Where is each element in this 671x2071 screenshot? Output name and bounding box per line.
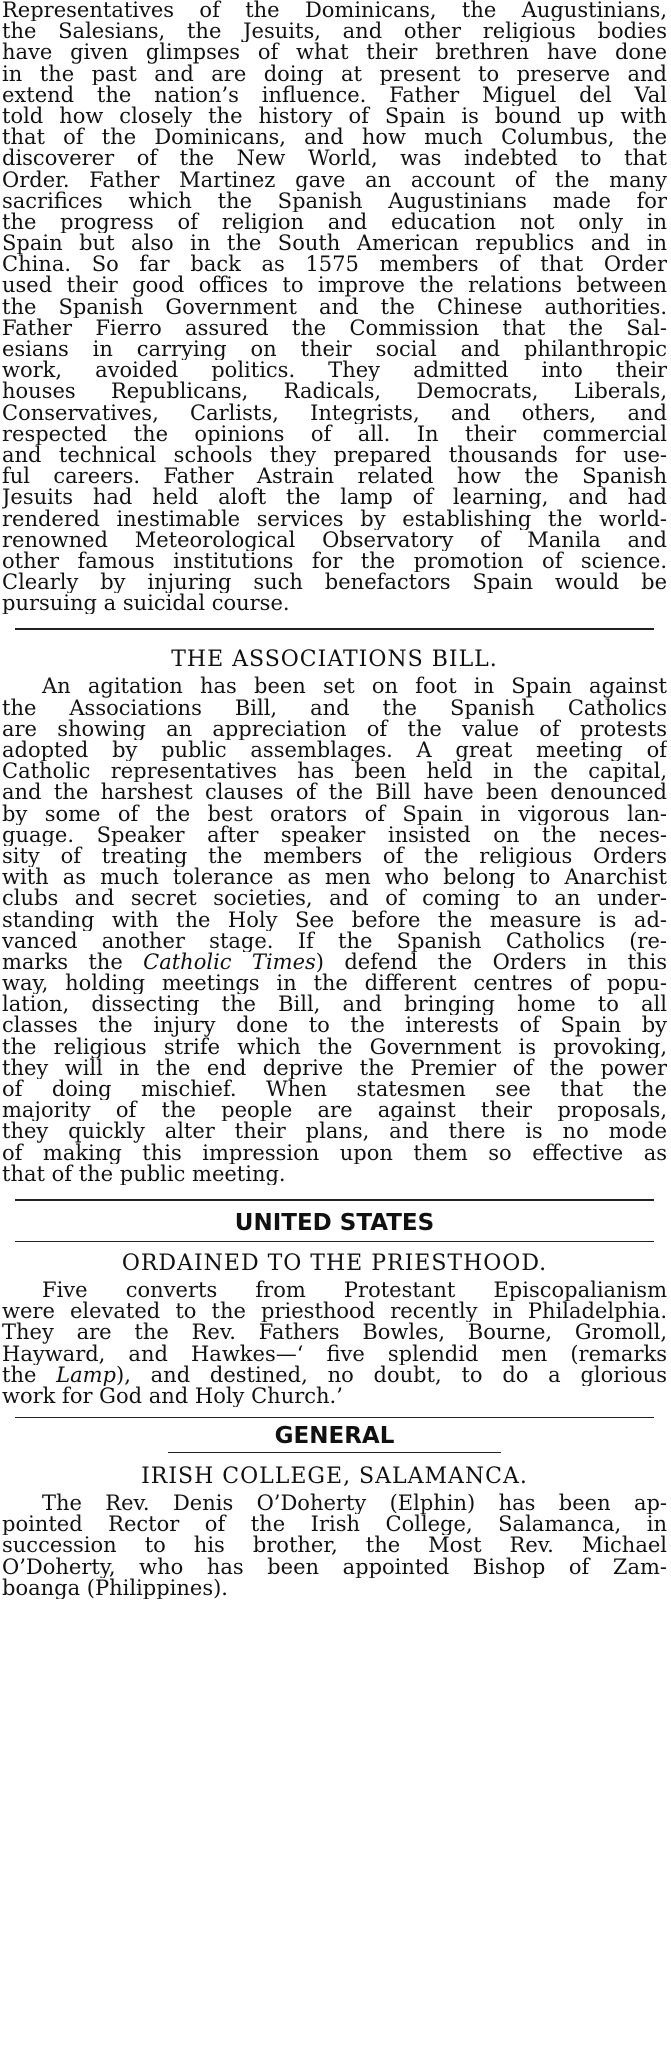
text-line: and the harshest clauses of the Bill have been denounced bbox=[2, 782, 667, 804]
text-line: other famous institutions for the promotion of science. bbox=[2, 550, 667, 573]
text-line: marks the Catholic Times) defend the Orders in this bbox=[2, 951, 667, 974]
text-line: sacrifices which the Spanish Augustinians made for bbox=[2, 190, 667, 212]
text-line: and technical schools they prepared thousands for use- bbox=[2, 444, 667, 467]
text-line: have given glimpses of what their brethren have done bbox=[2, 42, 667, 64]
text-line: by some of the best orators of Spain in vigorous lan- bbox=[2, 803, 667, 825]
text-line: the progress of religion and education not only in bbox=[2, 211, 667, 234]
text-line: China. So far back as 1575 members of that Order bbox=[2, 254, 667, 276]
text-line: majority of the people are against their proposals, bbox=[2, 1100, 667, 1122]
text-line: are showing an appreciation of the value of protests bbox=[2, 718, 667, 740]
text-line: Catholic representatives has been held in the capital, bbox=[2, 761, 667, 783]
text-line: houses Republicans, Radicals, Democrats, Liberals, bbox=[2, 381, 667, 403]
text-line: ful careers. Father Astrain related how the Spanish bbox=[2, 466, 667, 488]
text-line: that of the Dominicans, and how much Columbus, the bbox=[2, 127, 667, 149]
section-divider bbox=[15, 1417, 653, 1418]
text-line: vanced another stage. If the Spanish Catholics (re- bbox=[2, 930, 667, 952]
text-line: way, holding meetings in the different centres of popu- bbox=[2, 973, 667, 995]
text-line: pursuing a suicidal course. bbox=[2, 593, 290, 615]
section-divider bbox=[15, 628, 653, 630]
text-line: they quickly alter their plans, and there is no mode bbox=[2, 1121, 667, 1143]
irish-college-paragraph bbox=[2, 1493, 667, 1599]
general-section-title: GENERAL bbox=[274, 1423, 395, 1450]
section-divider bbox=[15, 1199, 653, 1201]
text-line: adopted by public assemblages. A great meeting of bbox=[2, 740, 667, 762]
text-line: rendered inestimable services by establishing the world- bbox=[2, 508, 667, 530]
text-line: renowned Meteorological Observatory of Manila and bbox=[2, 529, 667, 551]
text-line: Order. Father Martinez gave an account of the many bbox=[2, 169, 667, 191]
text-line: with as much tolerance as men who belong to Anarchist bbox=[2, 867, 667, 889]
united-states-section-title: UNITED STATES bbox=[234, 1209, 435, 1236]
intro-paragraph bbox=[2, 0, 667, 614]
text-line: Jesuits had held aloft the lamp of learning, and had bbox=[2, 487, 667, 509]
text-line: lation, dissecting the Bill, and bringing home to all bbox=[2, 994, 667, 1016]
text-line: classes the injury done to the interests of Spain by bbox=[2, 1015, 667, 1037]
text-line: Spain but also in the South American republics and in bbox=[2, 233, 667, 255]
text-line: O’Doherty, who has been appointed Bishop of Zam- bbox=[2, 1556, 667, 1578]
text-line: that of the public meeting. bbox=[2, 1163, 286, 1185]
text-line: standing with the Holy See before the measure is ad- bbox=[2, 909, 667, 931]
ordained-paragraph bbox=[2, 1280, 667, 1407]
text-line: extend the nation’s influence. Father Miguel del Val bbox=[2, 84, 667, 106]
text-line: Five converts from Protestant Episcopalianism bbox=[42, 1279, 667, 1302]
text-line: esians in carrying on their social and philanthropic bbox=[2, 339, 667, 361]
text-line: They are the Rev. Fathers Bowles, Bourne, Gromoll, bbox=[2, 1322, 667, 1344]
text-line: Conservatives, Carlists, Integrists, and others, and bbox=[2, 402, 667, 424]
text-line: pointed Rector of the Irish College, Salamanca, in bbox=[2, 1514, 667, 1536]
text-line: The Rev. Denis O’Doherty (Elphin) has been ap- bbox=[42, 1493, 667, 1515]
text-line: clubs and secret societies, and of coming to an under- bbox=[2, 888, 667, 910]
text-line: the religious strife which the Government is provoking, bbox=[2, 1036, 667, 1058]
section-title-underline bbox=[15, 1241, 653, 1242]
text-line: the Associations Bill, and the Spanish Catholics bbox=[2, 697, 667, 719]
text-line: of making this impression upon them so effective as bbox=[2, 1142, 667, 1164]
text-line: Clearly by injuring such benefactors Spain would be bbox=[2, 572, 667, 594]
irish-college-heading: IRISH COLLEGE, SALAMANCA. bbox=[141, 1464, 528, 1490]
text-line: in the past and are doing at present to preserve and bbox=[2, 63, 667, 85]
text-line: the Salesians, the Jesuits, and other religious bodies bbox=[2, 21, 667, 43]
text-line: Hayward, and Hawkes—‘ five splendid men (remarks bbox=[2, 1343, 667, 1365]
associations-bill-heading: THE ASSOCIATIONS BILL. bbox=[171, 647, 498, 673]
text-line: Father Fierro assured the Commission that the Sal- bbox=[2, 317, 667, 339]
text-line: were elevated to the priesthood recently in Philadelphia. bbox=[2, 1301, 667, 1323]
text-line: Representatives of the Dominicans, the Augustinians, bbox=[2, 0, 667, 22]
text-line: the Spanish Government and the Chinese authorities. bbox=[2, 296, 667, 318]
text-line: discoverer of the New World, was indebted to that bbox=[2, 148, 667, 170]
ordained-heading: ORDAINED TO THE PRIESTHOOD. bbox=[121, 1250, 548, 1276]
text-line: respected the opinions of all. In their commercial bbox=[2, 423, 667, 445]
text-line: An agitation has been set on foot in Spain against bbox=[42, 676, 667, 698]
text-line: they will in the end deprive the Premier of the power bbox=[2, 1057, 667, 1079]
associations-bill-paragraph bbox=[2, 676, 667, 1185]
text-line: succession to his brother, the Most Rev. Michael bbox=[2, 1535, 667, 1557]
text-line: of doing mischief. When statesmen see that the bbox=[2, 1079, 667, 1101]
text-line: the Lamp), and destined, no doubt, to do a glorious bbox=[2, 1364, 667, 1386]
section-title-underline bbox=[168, 1452, 501, 1453]
text-line: sity of treating the members of the religious Orders bbox=[2, 845, 667, 868]
text-line: told how closely the history of Spain is bound up with bbox=[2, 105, 667, 128]
text-line: work, avoided politics. They admitted into their bbox=[2, 360, 667, 382]
text-line: used their good offices to improve the relations between bbox=[2, 275, 667, 297]
text-line: guage. Speaker after speaker insisted on the neces- bbox=[2, 824, 667, 846]
text-line: work for God and Holy Church.’ bbox=[2, 1385, 343, 1408]
text-line: boanga (Philippines). bbox=[2, 1577, 228, 1599]
